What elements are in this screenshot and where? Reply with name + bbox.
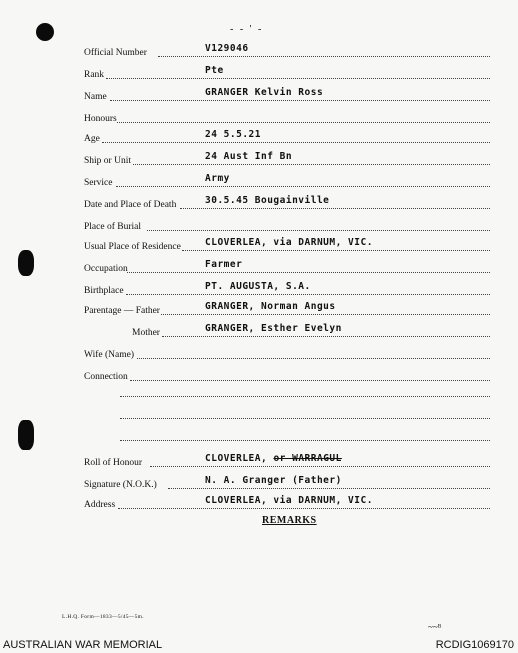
age-value: 24 5.5.21 <box>205 129 261 140</box>
connection-line-1 <box>120 396 490 397</box>
archive-footer <box>0 636 518 653</box>
footer-reference: RCDIG1069170 <box>435 639 514 651</box>
leader-dots <box>127 272 490 273</box>
signature-value: N. A. Granger (Father) <box>205 475 342 486</box>
birthplace-label: Birthplace <box>84 286 124 296</box>
service-value: Army <box>205 173 230 184</box>
leader-dots <box>106 78 490 79</box>
usual-residence-value: CLOVERLEA, via DARNUM, VIC. <box>205 237 373 248</box>
leader-dots <box>102 142 490 143</box>
usual-residence-label: Usual Place of Residence <box>84 242 181 252</box>
leader-dots <box>118 508 490 509</box>
parentage-father-value: GRANGER, Norman Angus <box>205 301 336 312</box>
occupation-label: Occupation <box>84 264 128 274</box>
age-label: Age <box>84 134 100 144</box>
wife-label: Wife (Name) <box>84 350 134 360</box>
leader-dots <box>126 294 490 295</box>
date-place-death-value: 30.5.45 Bougainville <box>205 195 330 206</box>
connection-line-3 <box>120 440 490 441</box>
birthplace-value: PT. AUGUSTA, S.A. <box>205 281 311 292</box>
leader-dots <box>158 56 490 57</box>
address-label: Address <box>84 500 116 510</box>
address-value: CLOVERLEA, via DARNUM, VIC. <box>205 495 373 506</box>
mother-value: GRANGER, Esther Evelyn <box>205 323 342 334</box>
connection-label: Connection <box>84 372 128 382</box>
signature-label: Signature (N.O.K.) <box>84 480 157 490</box>
leader-dots <box>116 186 490 187</box>
roll-of-honour-label: Roll of Honour <box>84 458 143 468</box>
rank-value: Pte <box>205 65 224 76</box>
punch-hole-top <box>36 23 54 41</box>
roll-of-honour-main: CLOVERLEA, <box>205 453 268 464</box>
parentage-father-label: Parentage — Father <box>84 306 160 316</box>
leader-dots <box>130 380 490 381</box>
leader-dots <box>147 230 490 231</box>
leader-dots <box>168 488 490 489</box>
official-number-label: Official Number <box>84 48 147 58</box>
honours-label: Honours <box>84 114 117 124</box>
place-of-burial-label: Place of Burial <box>84 222 141 232</box>
mother-label: Mother <box>132 328 160 338</box>
occupation-value: Farmer <box>205 259 243 270</box>
punch-hole-lower <box>18 420 34 450</box>
ship-or-unit-label: Ship or Unit <box>84 156 131 166</box>
roll-of-honour-struck: or WARRAGUL <box>273 453 342 464</box>
leader-dots <box>162 336 490 337</box>
leader-dots <box>133 164 490 165</box>
service-label: Service <box>84 178 113 188</box>
header-mark: - - ' - <box>230 24 264 35</box>
footer-institution: AUSTRALIAN WAR MEMORIAL <box>3 639 163 651</box>
punch-hole-middle <box>18 250 34 276</box>
leader-dots <box>150 466 490 467</box>
leader-dots <box>180 208 490 209</box>
leader-dots <box>110 100 490 101</box>
leader-dots <box>117 122 490 123</box>
rank-label: Rank <box>84 70 105 80</box>
name-label: Name <box>84 92 107 102</box>
remarks-heading: REMARKS <box>262 515 317 526</box>
corner-mark: ~~ᴮ <box>428 622 442 632</box>
leader-dots <box>182 250 490 251</box>
name-value: GRANGER Kelvin Ross <box>205 87 324 98</box>
connection-line-2 <box>120 418 490 419</box>
form-number: L.H.Q. Form—1833—5/45—5m. <box>62 614 144 620</box>
roll-of-honour-value <box>205 453 342 464</box>
official-number-value: V129046 <box>205 43 249 54</box>
leader-dots <box>161 314 490 315</box>
ship-or-unit-value: 24 Aust Inf Bn <box>205 151 293 162</box>
date-place-death-label: Date and Place of Death <box>84 200 177 210</box>
leader-dots <box>137 358 490 359</box>
